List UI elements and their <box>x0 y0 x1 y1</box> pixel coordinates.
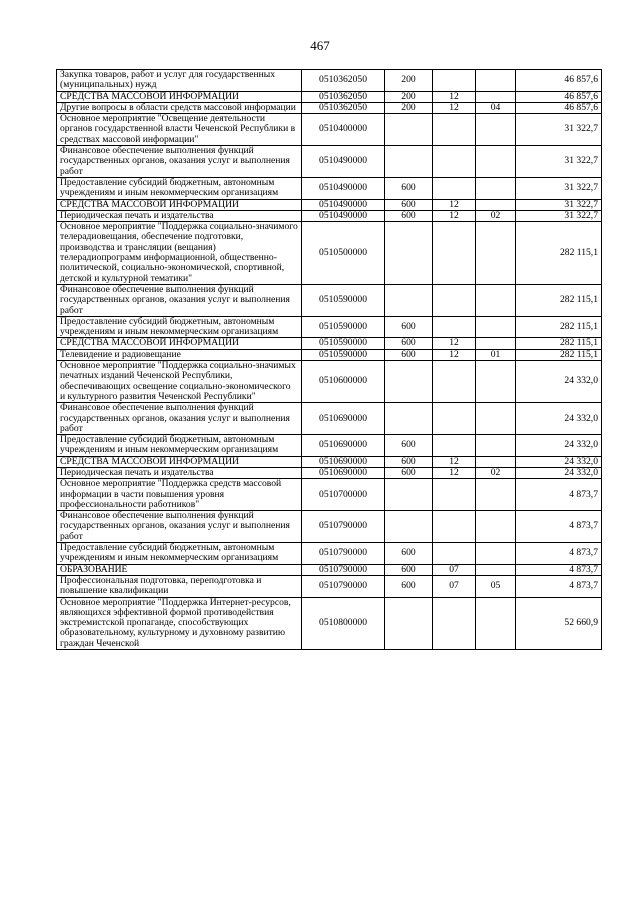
row-subsection-cell: 02 <box>476 467 516 478</box>
row-amount-cell: 46 857,6 <box>516 102 602 113</box>
row-code-cell: 0510790000 <box>302 575 385 597</box>
row-subsection-cell <box>476 564 516 575</box>
row-name-cell: Предоставление субсидий бюджетным, автономным учреждениям и иным некоммерческим организациям <box>57 316 302 338</box>
row-name-cell: Телевидение и радиовещание <box>57 349 302 360</box>
row-expense-type-cell <box>385 479 433 511</box>
row-expense-type-cell: 600 <box>385 467 433 478</box>
row-code-cell: 0510590000 <box>302 349 385 360</box>
row-section-cell <box>433 70 476 92</box>
row-expense-type-cell <box>385 511 433 543</box>
row-expense-type-cell <box>385 597 433 649</box>
budget-table <box>56 69 602 650</box>
row-code-cell: 0510490000 <box>302 210 385 221</box>
row-section-cell <box>433 146 476 178</box>
row-amount-cell: 31 322,7 <box>516 177 602 199</box>
row-expense-type-cell: 600 <box>385 338 433 349</box>
row-section-cell: 12 <box>433 91 476 102</box>
row-code-cell: 0510690000 <box>302 403 385 435</box>
row-section-cell <box>433 284 476 316</box>
row-subsection-cell <box>476 361 516 403</box>
row-code-cell: 0510600000 <box>302 361 385 403</box>
page-number: 467 <box>310 38 330 53</box>
row-section-cell: 12 <box>433 456 476 467</box>
row-amount-cell: 24 332,0 <box>516 435 602 457</box>
row-section-cell <box>433 543 476 565</box>
row-subsection-cell <box>476 199 516 210</box>
row-expense-type-cell: 600 <box>385 349 433 360</box>
row-name-cell: ОБРАЗОВАНИЕ <box>57 564 302 575</box>
row-amount-cell: 46 857,6 <box>516 70 602 92</box>
row-code-cell: 0510790000 <box>302 543 385 565</box>
row-expense-type-cell: 600 <box>385 177 433 199</box>
row-subsection-cell <box>476 91 516 102</box>
table-row <box>57 456 602 467</box>
row-name-cell: Финансовое обеспечение выполнения функций государственных органов, оказания услуг и выполнения работ <box>57 403 302 435</box>
row-name-cell: Основное мероприятие "Поддержка Интернет-ресурсов, являющихся эффективной формой противодействия экстремистской пропаганде, способствующих образовательному, культурному и духовному развитию граждан Чеченской <box>57 597 302 649</box>
row-section-cell: 12 <box>433 467 476 478</box>
table-row <box>57 543 602 565</box>
row-amount-cell: 24 332,0 <box>516 403 602 435</box>
row-section-cell: 07 <box>433 564 476 575</box>
row-section-cell: 12 <box>433 210 476 221</box>
row-subsection-cell <box>476 511 516 543</box>
row-code-cell: 0510700000 <box>302 479 385 511</box>
row-expense-type-cell: 600 <box>385 543 433 565</box>
row-section-cell <box>433 597 476 649</box>
row-subsection-cell <box>476 479 516 511</box>
row-code-cell: 0510500000 <box>302 222 385 285</box>
row-name-cell: Другие вопросы в области средств массовой информации <box>57 102 302 113</box>
table-row <box>57 511 602 543</box>
row-expense-type-cell: 200 <box>385 70 433 92</box>
row-expense-type-cell <box>385 114 433 146</box>
row-code-cell: 0510362050 <box>302 102 385 113</box>
row-subsection-cell <box>476 435 516 457</box>
row-name-cell: Предоставление субсидий бюджетным, автономным учреждениям и иным некоммерческим организациям <box>57 543 302 565</box>
table-row <box>57 91 602 102</box>
row-name-cell: Основное мероприятие "Поддержка социально-значимого телерадиовещания, обеспечение подготовки, производства и трансляции (вещания) телерадиопрограмм информационной, общественно-политической, социально-экономической, спортивной, детской и культурной тематики" <box>57 222 302 285</box>
row-expense-type-cell <box>385 146 433 178</box>
row-code-cell: 0510490000 <box>302 199 385 210</box>
row-section-cell <box>433 114 476 146</box>
row-name-cell: Основное мероприятие "Поддержка социально-значимых печатных изданий Чеченской Республики, обеспечивающих освещение социально-экономического и культурного развития Чеченской Республики" <box>57 361 302 403</box>
row-expense-type-cell <box>385 284 433 316</box>
row-code-cell: 0510690000 <box>302 456 385 467</box>
row-subsection-cell <box>476 456 516 467</box>
row-section-cell <box>433 511 476 543</box>
table-row <box>57 284 602 316</box>
row-code-cell: 0510362050 <box>302 91 385 102</box>
row-code-cell: 0510790000 <box>302 511 385 543</box>
row-amount-cell: 31 322,7 <box>516 114 602 146</box>
row-amount-cell: 24 332,0 <box>516 361 602 403</box>
row-subsection-cell: 02 <box>476 210 516 221</box>
row-code-cell: 0510790000 <box>302 564 385 575</box>
row-amount-cell: 282 115,1 <box>516 338 602 349</box>
row-name-cell: Финансовое обеспечение выполнения функций государственных органов, оказания услуг и выполнения работ <box>57 146 302 178</box>
row-subsection-cell <box>476 543 516 565</box>
row-amount-cell: 4 873,7 <box>516 575 602 597</box>
row-amount-cell: 4 873,7 <box>516 543 602 565</box>
row-code-cell: 0510400000 <box>302 114 385 146</box>
row-amount-cell: 46 857,6 <box>516 91 602 102</box>
table-row <box>57 114 602 146</box>
table-row <box>57 435 602 457</box>
row-name-cell: Периодическая печать и издательства <box>57 467 302 478</box>
row-section-cell <box>433 403 476 435</box>
row-code-cell: 0510490000 <box>302 177 385 199</box>
row-subsection-cell <box>476 338 516 349</box>
row-subsection-cell <box>476 597 516 649</box>
row-section-cell <box>433 316 476 338</box>
row-name-cell: Предоставление субсидий бюджетным, автономным учреждениям и иным некоммерческим организациям <box>57 177 302 199</box>
row-subsection-cell <box>476 177 516 199</box>
row-subsection-cell <box>476 316 516 338</box>
row-expense-type-cell: 600 <box>385 575 433 597</box>
row-section-cell <box>433 222 476 285</box>
row-code-cell: 0510690000 <box>302 435 385 457</box>
row-expense-type-cell: 200 <box>385 91 433 102</box>
row-amount-cell: 282 115,1 <box>516 284 602 316</box>
row-subsection-cell: 04 <box>476 102 516 113</box>
row-section-cell <box>433 435 476 457</box>
row-expense-type-cell <box>385 222 433 285</box>
row-name-cell: Финансовое обеспечение выполнения функций государственных органов, оказания услуг и выполнения работ <box>57 284 302 316</box>
row-expense-type-cell: 200 <box>385 102 433 113</box>
row-subsection-cell <box>476 114 516 146</box>
row-name-cell: СРЕДСТВА МАССОВОЙ ИНФОРМАЦИИ <box>57 199 302 210</box>
row-name-cell: Предоставление субсидий бюджетным, автономным учреждениям и иным некоммерческим организациям <box>57 435 302 457</box>
row-amount-cell: 4 873,7 <box>516 511 602 543</box>
table-row <box>57 222 602 285</box>
table-row <box>57 403 602 435</box>
row-subsection-cell <box>476 403 516 435</box>
row-section-cell <box>433 177 476 199</box>
row-amount-cell: 31 322,7 <box>516 199 602 210</box>
row-subsection-cell: 01 <box>476 349 516 360</box>
row-expense-type-cell: 600 <box>385 199 433 210</box>
row-code-cell: 0510490000 <box>302 146 385 178</box>
row-expense-type-cell: 600 <box>385 210 433 221</box>
row-subsection-cell <box>476 146 516 178</box>
row-amount-cell: 4 873,7 <box>516 564 602 575</box>
row-code-cell: 0510800000 <box>302 597 385 649</box>
row-subsection-cell <box>476 222 516 285</box>
table-row <box>57 146 602 178</box>
table-row <box>57 564 602 575</box>
row-code-cell: 0510590000 <box>302 338 385 349</box>
row-name-cell: Периодическая печать и издательства <box>57 210 302 221</box>
row-expense-type-cell: 600 <box>385 564 433 575</box>
row-section-cell: 12 <box>433 102 476 113</box>
table-row <box>57 467 602 478</box>
budget-table-body <box>57 70 602 650</box>
table-row <box>57 199 602 210</box>
row-name-cell: Основное мероприятие "Освещение деятельности органов государственной власти Чеченской Республики в средствах массовой информации" <box>57 114 302 146</box>
row-expense-type-cell: 600 <box>385 435 433 457</box>
row-code-cell: 0510590000 <box>302 284 385 316</box>
table-row <box>57 361 602 403</box>
table-row <box>57 102 602 113</box>
row-section-cell: 07 <box>433 575 476 597</box>
row-name-cell: СРЕДСТВА МАССОВОЙ ИНФОРМАЦИИ <box>57 338 302 349</box>
row-expense-type-cell: 600 <box>385 316 433 338</box>
table-row <box>57 338 602 349</box>
row-section-cell <box>433 361 476 403</box>
row-section-cell: 12 <box>433 338 476 349</box>
row-amount-cell: 24 332,0 <box>516 456 602 467</box>
row-name-cell: СРЕДСТВА МАССОВОЙ ИНФОРМАЦИИ <box>57 91 302 102</box>
row-subsection-cell: 05 <box>476 575 516 597</box>
row-amount-cell: 4 873,7 <box>516 479 602 511</box>
row-amount-cell: 31 322,7 <box>516 146 602 178</box>
row-section-cell <box>433 479 476 511</box>
row-expense-type-cell <box>385 403 433 435</box>
row-expense-type-cell: 600 <box>385 456 433 467</box>
row-subsection-cell <box>476 284 516 316</box>
row-amount-cell: 282 115,1 <box>516 349 602 360</box>
row-subsection-cell <box>476 70 516 92</box>
row-name-cell: Основное мероприятие "Поддержка средств массовой информации в части повышения уровня профессиональности работников" <box>57 479 302 511</box>
table-row <box>57 316 602 338</box>
row-amount-cell: 282 115,1 <box>516 316 602 338</box>
table-row <box>57 575 602 597</box>
row-section-cell: 12 <box>433 199 476 210</box>
row-code-cell: 0510690000 <box>302 467 385 478</box>
table-row <box>57 70 602 92</box>
row-code-cell: 0510590000 <box>302 316 385 338</box>
row-amount-cell: 24 332,0 <box>516 467 602 478</box>
table-row <box>57 349 602 360</box>
row-code-cell: 0510362050 <box>302 70 385 92</box>
row-amount-cell: 31 322,7 <box>516 210 602 221</box>
row-amount-cell: 282 115,1 <box>516 222 602 285</box>
row-name-cell: СРЕДСТВА МАССОВОЙ ИНФОРМАЦИИ <box>57 456 302 467</box>
row-amount-cell: 52 660,9 <box>516 597 602 649</box>
row-expense-type-cell <box>385 361 433 403</box>
row-name-cell: Профессиональная подготовка, переподготовка и повышение квалификации <box>57 575 302 597</box>
table-row <box>57 597 602 649</box>
row-name-cell: Финансовое обеспечение выполнения функций государственных органов, оказания услуг и выполнения работ <box>57 511 302 543</box>
table-row <box>57 479 602 511</box>
row-section-cell: 12 <box>433 349 476 360</box>
row-name-cell: Закупка товаров, работ и услуг для государственных (муниципальных) нужд <box>57 70 302 92</box>
table-row <box>57 210 602 221</box>
table-row <box>57 177 602 199</box>
